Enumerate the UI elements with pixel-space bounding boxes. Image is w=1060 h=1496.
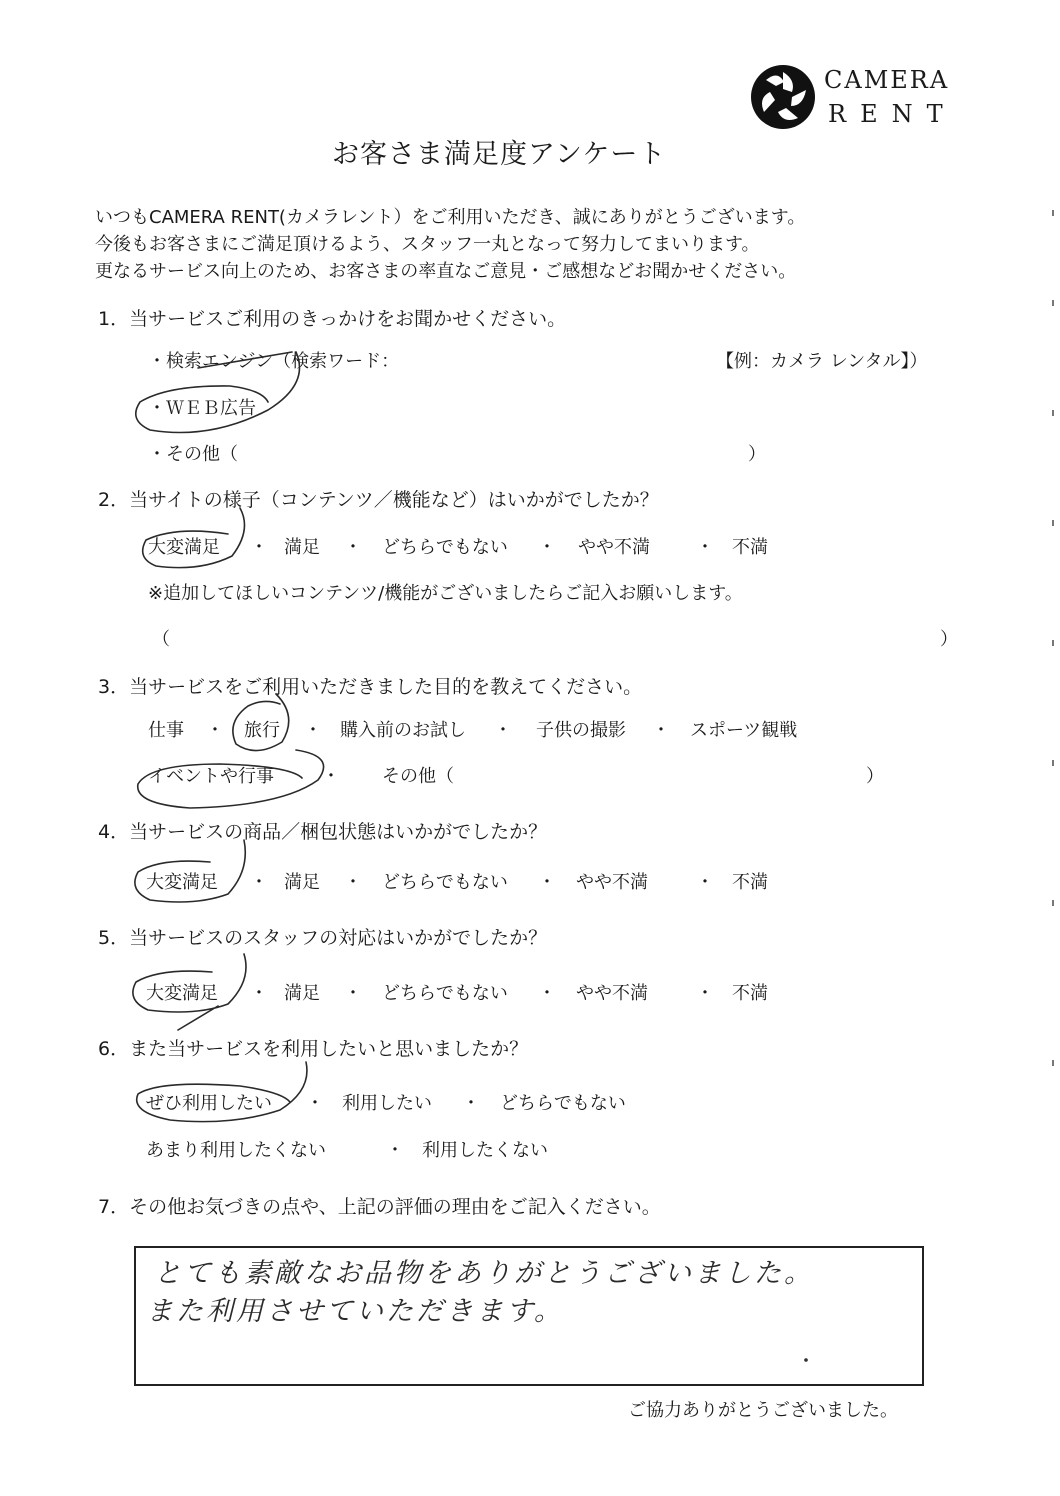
q3-other-close: ） [866,766,884,787]
q3-sep: ・ [322,766,340,787]
q2-sep: ・ [250,537,268,558]
q5-sep: ・ [696,983,714,1004]
q6-option-definitely: ぜひ利用したい [146,1093,272,1114]
q7-label: 7．その他お気づきの点や、上記の評価の理由をご記入ください。 [98,1196,661,1218]
q5-label: 5．当サービスのスタッフの対応はいかがでしたか？ [98,927,548,949]
q5-option-neutral: どちらでもない [382,983,508,1004]
q4-option-neutral: どちらでもない [382,872,508,893]
q3-option-event: イベントや行事 [148,766,274,787]
q2-open-paren: （ [152,629,170,650]
q6-option-neutral: どちらでもない [500,1093,626,1114]
q2-option-somewhat-dissatisfied: やや不満 [578,537,650,558]
q2-close-paren: ） [940,629,958,650]
logo [748,62,957,132]
intro-line-1: いつもCAMERA RENT(カメラレント）をご利用いただき、誠にありがとうございます。 [95,207,806,228]
q3-option-trial: 購入前のお試し [340,720,466,741]
q6-option-no: 利用したくない [422,1140,548,1161]
q6-sep: ・ [462,1093,480,1114]
q2-option-dissatisfied: 不満 [732,537,768,558]
q1-search-example: 【例：カメラ レンタル】） [716,351,928,372]
q4-sep: ・ [696,872,714,893]
scan-edge-mark [1052,640,1054,646]
q1-option-search: ・検索エンジン（検索ワード： [148,351,400,372]
q3-option-kids: 子供の撮影 [536,720,626,741]
q3-sep: ・ [652,720,670,741]
intro-line-3: 更なるサービス向上のため、お客さまの率直なご意見・ご感想などお聞かせください。 [95,261,797,282]
q3-option-sports: スポーツ観戦 [690,720,798,741]
q1-option-other: ・その他（ [148,444,238,465]
q3-sep: ・ [494,720,512,741]
q5-option-very-satisfied: 大変満足 [146,983,218,1004]
logo-line2: RENT [828,100,957,128]
q7-handwritten-line-2: また利用させていただきます。 [146,1296,564,1327]
q2-option-neutral: どちらでもない [382,537,508,558]
scan-edge-mark [1052,900,1054,906]
q3-option-work: 仕事 [148,720,184,741]
q7-answer-box [134,1246,924,1386]
q1-label: 1．当サービスご利用のきっかけをお聞かせください。 [98,308,567,330]
q2-note: ※追加してほしいコンテンツ/機能がございましたらご記入お願いします。 [148,583,743,604]
q4-sep: ・ [250,872,268,893]
q4-option-satisfied: 満足 [284,872,320,893]
logo-line1: CAMERA [824,66,950,94]
q5-sep: ・ [538,983,556,1004]
q3-option-other: その他（ [382,766,454,787]
q2-option-satisfied: 満足 [284,537,320,558]
aperture-icon [748,62,818,132]
scan-edge-mark [1052,210,1054,216]
footer-thanks: ご協力ありがとうございました。 [628,1400,898,1421]
q2-label: 2．当サイトの様子（コンテンツ／機能など）はいかがでしたか？ [98,489,659,511]
page-title: お客さま満足度アンケート [332,139,667,170]
q6-label: 6．また当サービスを利用したいと思いましたか？ [98,1038,529,1060]
q4-option-dissatisfied: 不満 [732,872,768,893]
q6-sep: ・ [306,1093,324,1114]
scan-edge-mark [1052,410,1054,416]
scan-edge-mark [1052,520,1054,526]
intro-line-2: 今後もお客さまにご満足頂けるよう、スタッフ一丸となって努力してまいります。 [95,234,760,255]
q5-sep: ・ [344,983,362,1004]
q4-sep: ・ [538,872,556,893]
q3-sep: ・ [304,720,322,741]
q3-sep: ・ [206,720,224,741]
q6-sep: ・ [386,1140,404,1161]
q1-option-web: ・ＷＥＢ広告 [148,398,256,419]
scan-edge-mark [1052,300,1054,306]
q2-sep: ・ [696,537,714,558]
q5-option-satisfied: 満足 [284,983,320,1004]
q6-option-not-really: あまり利用したくない [146,1140,326,1161]
q2-sep: ・ [344,537,362,558]
scan-edge-mark [1052,1060,1054,1066]
q4-sep: ・ [344,872,362,893]
q2-option-very-satisfied: 大変満足 [148,537,220,558]
q1-other-close: ） [748,444,766,465]
q5-sep: ・ [250,983,268,1004]
q7-handwritten-line-1: とても素敵なお品物をありがとうございました。 [154,1258,814,1289]
q4-label: 4．当サービスの商品／梱包状態はいかがでしたか？ [98,821,548,843]
q5-option-dissatisfied: 不満 [732,983,768,1004]
q4-option-somewhat-dissatisfied: やや不満 [576,872,648,893]
q4-option-very-satisfied: 大変満足 [146,872,218,893]
scan-edge-mark [1052,760,1054,766]
q2-sep: ・ [538,537,556,558]
q3-option-travel: 旅行 [244,720,280,741]
q5-option-somewhat-dissatisfied: やや不満 [576,983,648,1004]
q3-label: 3．当サービスをご利用いただきました目的を教えてください。 [98,676,643,698]
q6-option-yes: 利用したい [342,1093,432,1114]
